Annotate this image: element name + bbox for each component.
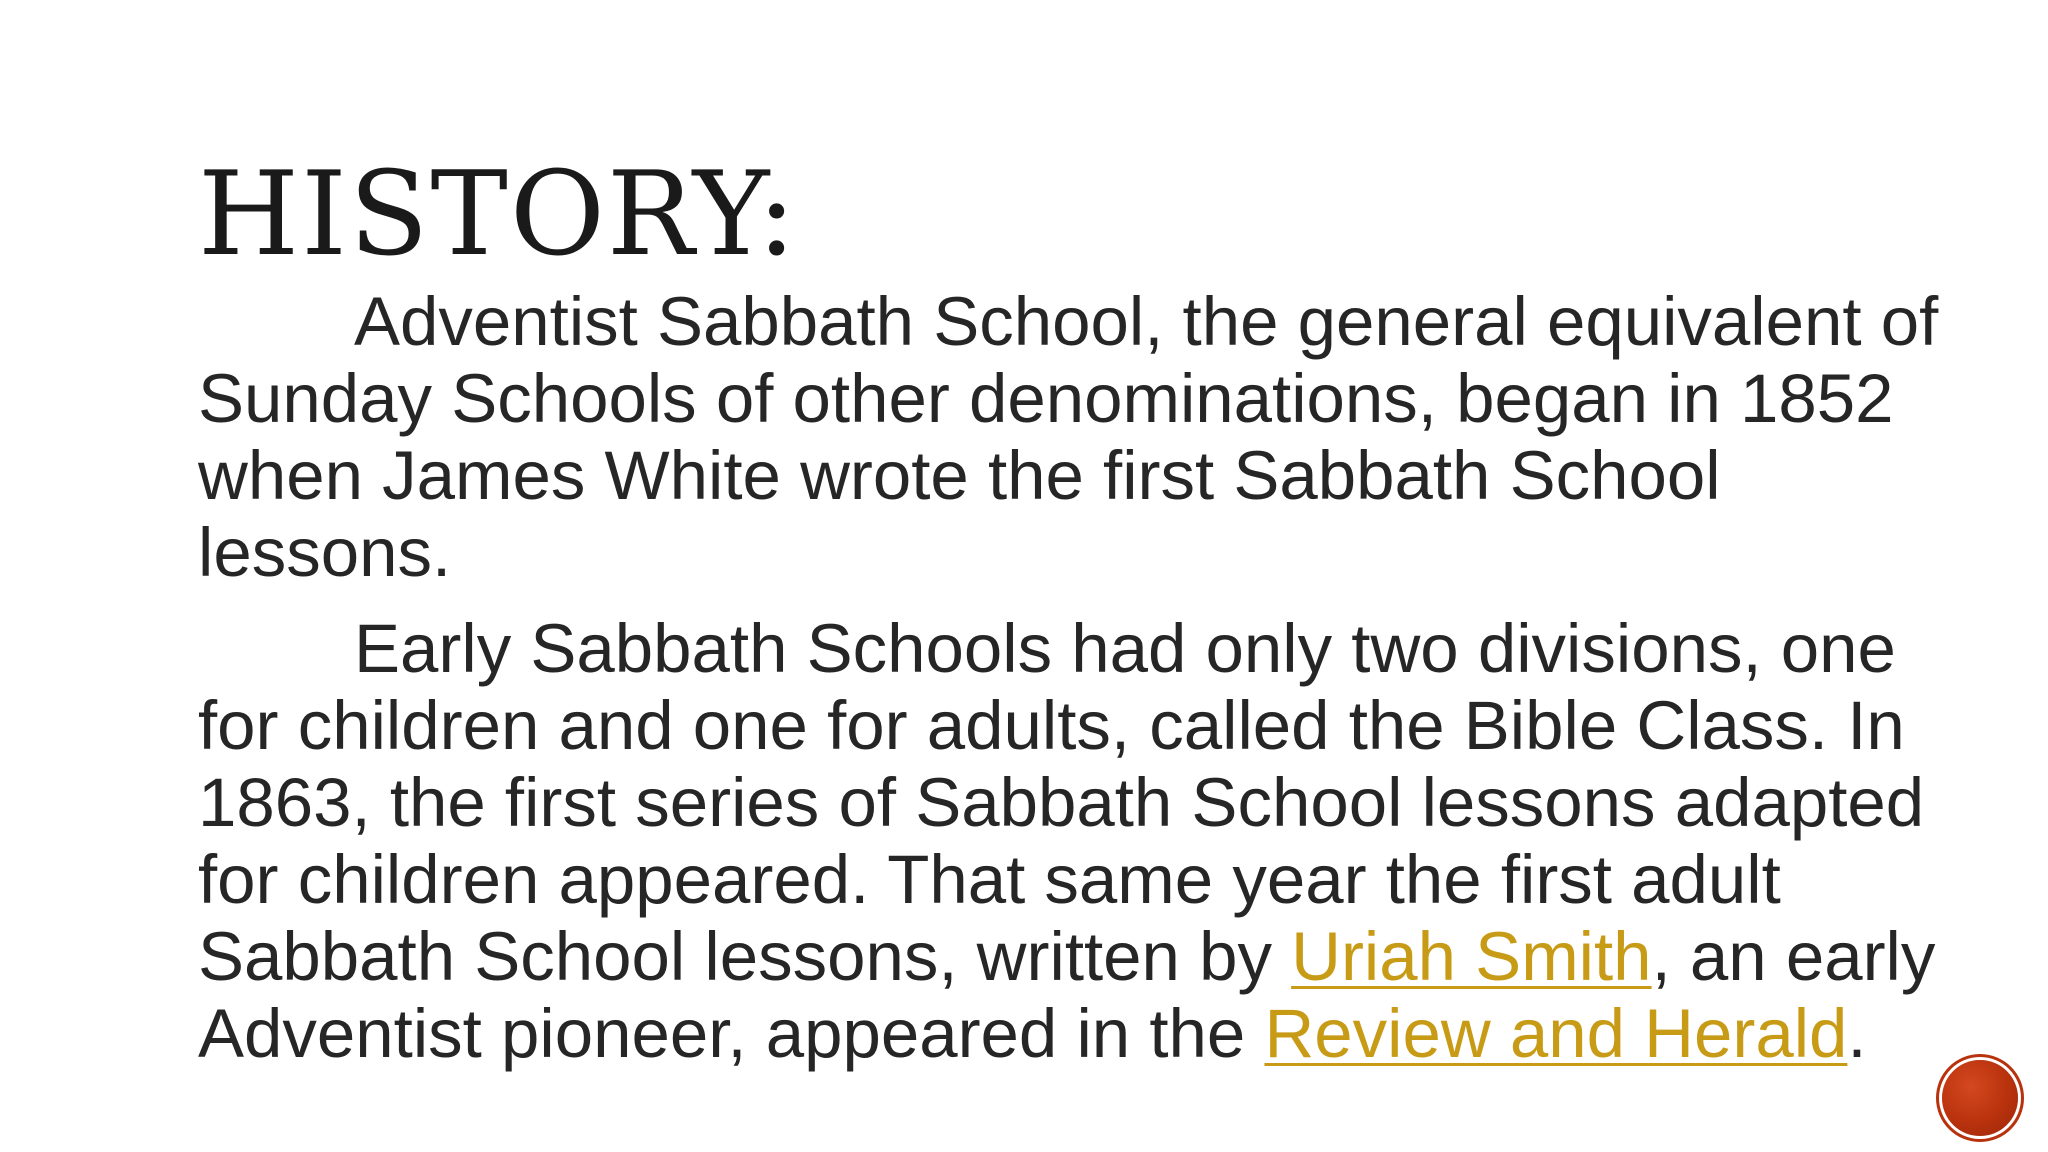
paragraph-early-sabbath-schools <box>198 610 1958 1072</box>
circle-button-icon[interactable] <box>1942 1060 2018 1136</box>
paragraph-text-segment: . <box>1847 995 1867 1072</box>
paragraph-text-segment: Early Sabbath Schools had only two divisions, one for children and one for adults, called the Bible Class. In 1863, the first series of Sabbath School lessons adapted for children appeared. That same year the first adult Sabbath School lessons, written by <box>198 610 1925 995</box>
uriah-smith-link[interactable]: Uriah Smith <box>1291 918 1652 995</box>
slide-title: HISTORY: <box>198 147 799 282</box>
review-and-herald-link[interactable]: Review and Herald <box>1264 995 1848 1072</box>
paragraph-text-segment: , an early Adventist pioneer, appeared in the <box>198 918 1936 1072</box>
slide-body <box>198 283 1958 1072</box>
paragraph-sabbath-school-origin: Adventist Sabbath School, the general equivalent of Sunday Schools of other denominations, began in 1852 when James White wrote the first Sabbath School lessons. <box>198 283 1939 591</box>
